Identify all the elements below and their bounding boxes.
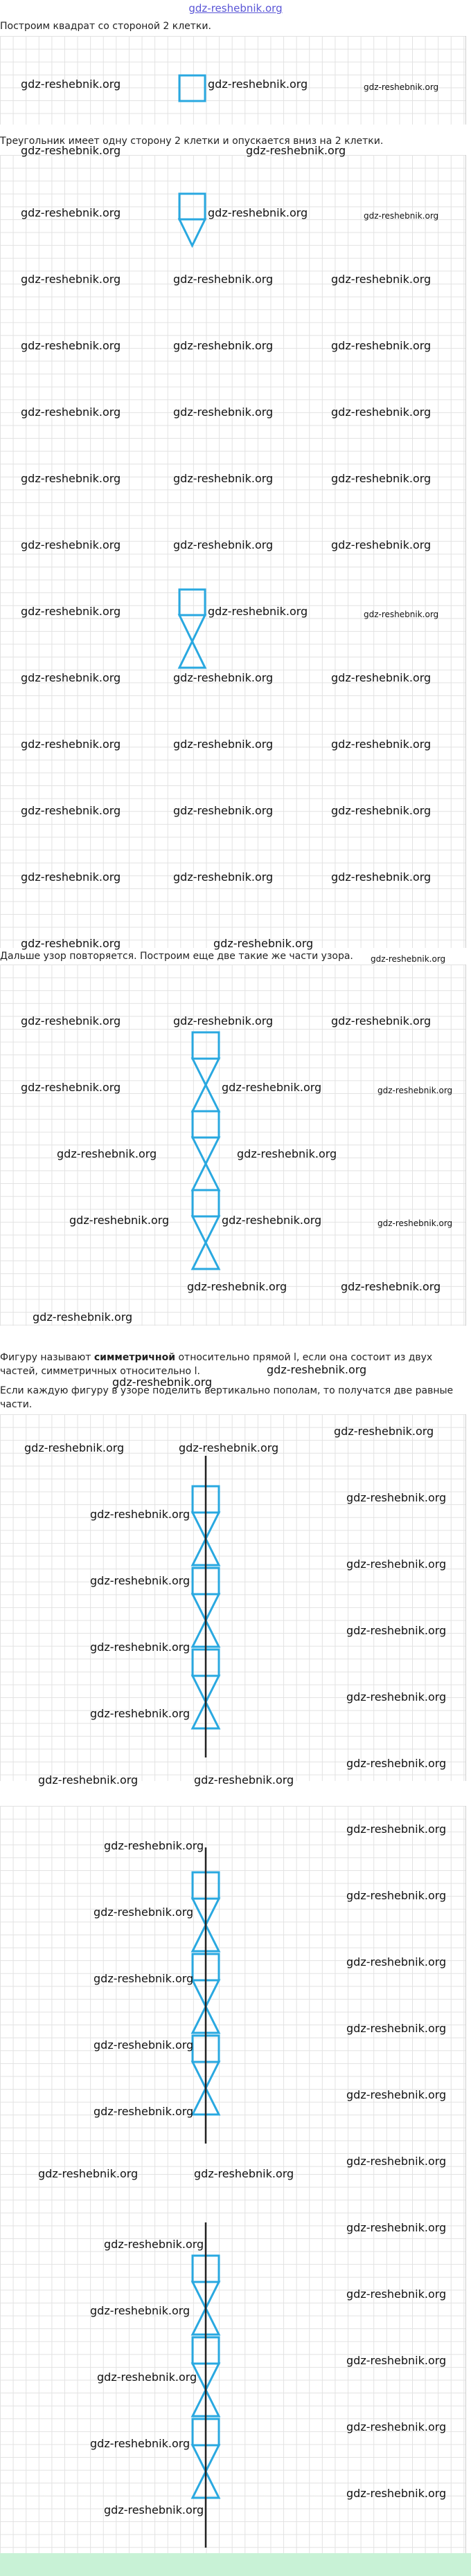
triangle-shape — [193, 1164, 219, 1190]
watermark: gdz-reshebnik.org — [104, 1839, 204, 1852]
step-text-square: Построим квадрат со стороной 2 клетки. — [0, 21, 211, 32]
triangle-shape — [193, 1243, 219, 1269]
watermark: gdz-reshebnik.org — [208, 77, 308, 91]
watermark: gdz-reshebnik.org — [21, 671, 121, 684]
watermark: gdz-reshebnik.org — [346, 2354, 447, 2367]
watermark: gdz-reshebnik.org — [21, 738, 121, 751]
watermark: gdz-reshebnik.org — [346, 1955, 447, 1968]
watermark: gdz-reshebnik.org — [331, 870, 432, 884]
definition-text — [0, 1351, 468, 1378]
watermark: gdz-reshebnik.org — [69, 1214, 170, 1227]
watermark: gdz-reshebnik.org — [371, 954, 446, 964]
watermark: gdz-reshebnik.org — [94, 2105, 194, 2118]
watermark: gdz-reshebnik.org — [187, 1280, 287, 1293]
drawing-symmetry-2 — [0, 1806, 465, 2174]
watermark: gdz-reshebnik.org — [331, 538, 432, 551]
watermark: gdz-reshebnik.org — [38, 2167, 139, 2180]
square-shape — [193, 1032, 219, 1059]
definition-post: относительно прямой l, если она состоит из двух частей, симметричных относительно l. — [0, 1352, 433, 1377]
watermark: gdz-reshebnik.org — [331, 273, 432, 286]
watermark: gdz-reshebnik.org — [346, 2088, 447, 2101]
watermark: gdz-reshebnik.org — [222, 1214, 322, 1227]
watermark: gdz-reshebnik.org — [21, 870, 121, 884]
watermark: gdz-reshebnik.org — [90, 2304, 190, 2317]
watermark: gdz-reshebnik.org — [346, 1491, 447, 1504]
watermark: gdz-reshebnik.org — [21, 273, 121, 286]
conclusion-text: Если каждую фигуру в узоре поделить вертикально пополам, то получатся две равные части. — [0, 1385, 454, 1410]
watermark: gdz-reshebnik.org — [24, 1441, 125, 1454]
watermark: gdz-reshebnik.org — [346, 1690, 447, 1703]
watermark: gdz-reshebnik.org — [21, 206, 121, 219]
watermark: gdz-reshebnik.org — [331, 671, 432, 684]
watermark: gdz-reshebnik.org — [57, 1147, 157, 1160]
grid-square-triangle — [0, 155, 466, 948]
watermark: gdz-reshebnik.org — [21, 144, 121, 157]
definition-term: симметричной — [94, 1352, 176, 1363]
watermark: gdz-reshebnik.org — [331, 804, 432, 817]
definition-pre: Фигуру называют — [0, 1352, 94, 1363]
watermark: gdz-reshebnik.org — [94, 1972, 194, 1985]
watermark: gdz-reshebnik.org — [104, 2503, 204, 2516]
square-shape — [179, 590, 205, 615]
grid-pattern — [0, 965, 466, 1326]
site-title-link[interactable]: gdz-reshebnik.org — [188, 2, 283, 15]
watermark: gdz-reshebnik.org — [377, 1218, 453, 1228]
watermark: gdz-reshebnik.org — [346, 2022, 447, 2035]
watermark: gdz-reshebnik.org — [346, 1757, 447, 1770]
watermark: gdz-reshebnik.org — [208, 605, 308, 618]
square-shape — [179, 75, 205, 101]
watermark: gdz-reshebnik.org — [90, 1707, 190, 1720]
watermark: gdz-reshebnik.org — [21, 937, 121, 950]
watermark: gdz-reshebnik.org — [331, 472, 432, 485]
watermark: gdz-reshebnik.org — [21, 1081, 121, 1094]
watermark: gdz-reshebnik.org — [33, 1310, 133, 1324]
watermark: gdz-reshebnik.org — [331, 405, 432, 419]
watermark: gdz-reshebnik.org — [346, 1889, 447, 1902]
watermark: gdz-reshebnik.org — [173, 1014, 274, 1027]
watermark: gdz-reshebnik.org — [173, 405, 274, 419]
square-shape — [179, 194, 205, 219]
watermark: gdz-reshebnik.org — [112, 1376, 213, 1389]
watermark: gdz-reshebnik.org — [90, 2437, 190, 2450]
watermark: gdz-reshebnik.org — [21, 339, 121, 352]
triangle-shape — [179, 219, 205, 246]
watermark: gdz-reshebnik.org — [346, 2420, 447, 2433]
watermark: gdz-reshebnik.org — [173, 671, 274, 684]
watermark: gdz-reshebnik.org — [104, 2238, 204, 2251]
watermark: gdz-reshebnik.org — [173, 339, 274, 352]
watermark: gdz-reshebnik.org — [21, 405, 121, 419]
watermark: gdz-reshebnik.org — [346, 1558, 447, 1571]
watermark: gdz-reshebnik.org — [21, 538, 121, 551]
watermark: gdz-reshebnik.org — [97, 2371, 197, 2384]
square-shape — [193, 1111, 219, 1138]
watermark: gdz-reshebnik.org — [94, 1906, 194, 1919]
watermark: gdz-reshebnik.org — [213, 937, 314, 950]
watermark: gdz-reshebnik.org — [21, 1014, 121, 1027]
watermark: gdz-reshebnik.org — [194, 1773, 294, 1787]
watermark: gdz-reshebnik.org — [331, 339, 432, 352]
triangle-shape — [179, 615, 205, 641]
watermark: gdz-reshebnik.org — [222, 1081, 322, 1094]
watermark: gdz-reshebnik.org — [364, 211, 439, 221]
watermark: gdz-reshebnik.org — [331, 1014, 432, 1027]
watermark: gdz-reshebnik.org — [346, 1823, 447, 1836]
watermark: gdz-reshebnik.org — [21, 804, 121, 817]
triangle-shape — [193, 1138, 219, 1164]
watermark: gdz-reshebnik.org — [237, 1147, 337, 1160]
watermark: gdz-reshebnik.org — [90, 1641, 190, 1654]
watermark: gdz-reshebnik.org — [21, 472, 121, 485]
watermark: gdz-reshebnik.org — [364, 82, 439, 92]
triangle-shape — [193, 1059, 219, 1085]
watermark: gdz-reshebnik.org — [346, 1624, 447, 1637]
watermark: gdz-reshebnik.org — [346, 2287, 447, 2301]
watermark: gdz-reshebnik.org — [246, 144, 346, 157]
watermark: gdz-reshebnik.org — [90, 1574, 190, 1587]
triangle-shape — [179, 641, 205, 668]
grid-symmetry-3 — [0, 2167, 466, 2553]
watermark: gdz-reshebnik.org — [364, 610, 439, 619]
watermark: gdz-reshebnik.org — [179, 1441, 279, 1454]
step-text-repeat: Дальше узор повторяется. Построим еще две такие же части узора. — [0, 951, 353, 962]
drawing-symmetry-1 — [0, 1414, 465, 1781]
triangle-shape — [193, 1216, 219, 1243]
grid-symmetry-2 — [0, 1806, 466, 2174]
grid-symmetry-1 — [0, 1414, 466, 1787]
watermark: gdz-reshebnik.org — [90, 1508, 190, 1521]
watermark: gdz-reshebnik.org — [346, 2155, 447, 2168]
watermark: gdz-reshebnik.org — [173, 804, 274, 817]
watermark: gdz-reshebnik.org — [21, 605, 121, 618]
watermark: gdz-reshebnik.org — [173, 538, 274, 551]
watermark: gdz-reshebnik.org — [334, 1425, 434, 1438]
watermark: gdz-reshebnik.org — [194, 2167, 294, 2180]
watermark: gdz-reshebnik.org — [173, 273, 274, 286]
watermark: gdz-reshebnik.org — [341, 1280, 441, 1293]
watermark: gdz-reshebnik.org — [173, 472, 274, 485]
triangle-shape — [193, 1085, 219, 1111]
watermark: gdz-reshebnik.org — [21, 77, 121, 91]
watermark: gdz-reshebnik.org — [377, 1086, 453, 1095]
watermark: gdz-reshebnik.org — [331, 738, 432, 751]
watermark: gdz-reshebnik.org — [346, 2487, 447, 2500]
watermark: gdz-reshebnik.org — [38, 1773, 139, 1787]
watermark: gdz-reshebnik.org — [173, 870, 274, 884]
watermark: gdz-reshebnik.org — [267, 1363, 367, 1376]
watermark: gdz-reshebnik.org — [94, 2038, 194, 2052]
watermark: gdz-reshebnik.org — [173, 738, 274, 751]
step-text-triangle: Треугольник имеет одну сторону 2 клетки и опускается вниз на 2 клетки. — [0, 136, 384, 147]
watermark: gdz-reshebnik.org — [346, 2221, 447, 2234]
watermark: gdz-reshebnik.org — [208, 206, 308, 219]
bottom-bar — [0, 2553, 471, 2576]
grid-square — [0, 36, 466, 125]
square-shape — [193, 1190, 219, 1216]
